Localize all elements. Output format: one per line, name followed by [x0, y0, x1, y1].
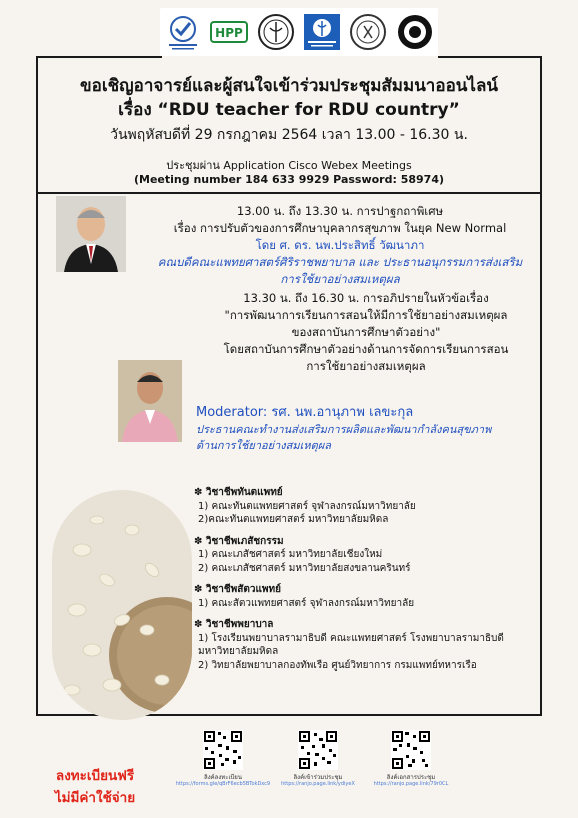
moderator-role: ประธานคณะทำงานส่งเสริมการผลิตและพัฒนากำลังคนสุขภาพ: [196, 423, 492, 436]
session1: [140, 203, 540, 288]
free-line1: ลงทะเบียนฟรี: [55, 768, 135, 784]
list-item: 1) โรงเรียนพยาบาลรามาธิบดี คณะแพทยศาสตร์ โรงพยาบาลรามาธิบดี: [198, 632, 504, 644]
session1-role-cont: การใช้ยาอย่างสมเหตุผล: [280, 272, 400, 286]
moderator-name: Moderator: รศ. นพ.อานุภาพ เลขะกุล: [196, 405, 414, 420]
list-item: 1) คณะสัตวแพทยศาสตร์ จุฬาลงกรณ์มหาวิทยาลัย: [198, 597, 415, 609]
hpp-logo: [209, 12, 249, 52]
seal-logo-3: [395, 12, 435, 52]
qr-label-registration: ลิงค์ลงทะเบียน: [204, 774, 242, 781]
session1-role: คณบดีคณะแพทยศาสตร์ศิริราชพยาบาล และ ประธานอนุกรรมการส่งเสริม: [157, 255, 523, 269]
session1-time: 13.00 น. ถึง 13.30 น. การปาฐกถาพิเศษ: [236, 204, 444, 218]
qr-link-meeting-documents[interactable]: https://ranjo.page.link/79r0CL: [373, 781, 449, 787]
profession-heading: ✽ วิชาชีพเภสัชกรรม: [194, 535, 284, 547]
session2-topic: "การพัฒนาการเรียนการสอนให้มีการใช้ยาอย่างสมเหตุผล: [224, 308, 508, 322]
qr-code-meeting-documents[interactable]: [391, 730, 431, 770]
moderator-block: [196, 404, 536, 454]
moderator-photo: [118, 360, 182, 442]
list-item: มหาวิทยาลัยมหิดล: [198, 646, 279, 657]
speaker1-photo: [56, 196, 126, 272]
page-title: ขอเชิญอาจารย์และผู้สนใจเข้าร่วมประชุมสัมมนาออนไลน์: [80, 76, 498, 96]
pharmacy-council-logo: [302, 12, 342, 52]
session2-time: 13.30 น. ถึง 16.30 น. การอภิปรายในหัวข้อเรื่อง: [243, 291, 489, 305]
list-item: 2) คณะเภสัชศาสตร์ มหาวิทยาลัยสงขลานครินทร์: [198, 562, 411, 574]
qr-link-registration[interactable]: https://forms.gle/qBrF6ecb5BTokDxc9: [175, 781, 271, 787]
list-item: 2)คณะทันตแพทยศาสตร์ มหาวิทยาลัยมหิดล: [198, 514, 389, 525]
svg-text:HPP: HPP: [215, 26, 244, 40]
qr-link-join-meeting[interactable]: https://ranjo.page.link/ydiyeX: [281, 781, 355, 787]
profession-heading: ✽ วิชาชีพพยาบาล: [194, 619, 274, 630]
session2-topic-cont: ของสถาบันการศึกษาตัวอย่าง": [291, 325, 441, 339]
qr-code-join-meeting[interactable]: [298, 730, 338, 770]
fda-logo: [163, 12, 203, 52]
list-item: 1) คณะเภสัชศาสตร์ มหาวิทยาลัยเชียงใหม่: [198, 549, 383, 560]
qr-code-registration[interactable]: [203, 730, 243, 770]
session1-speaker: โดย ศ. ดร. นพ.ประสิทธิ์ วัฒนาภา: [255, 238, 425, 252]
moderator-role-cont: ด้านการใช้ยาอย่างสมเหตุผล: [196, 439, 331, 452]
participants-list: [194, 486, 538, 672]
qr-label-join-meeting: ลิงค์เข้าร่วมประชุม: [293, 774, 343, 781]
profession-heading: ✽ วิชาชีพทันตแพทย์: [194, 487, 283, 498]
seal-logo-1: [256, 12, 296, 52]
session2-by: โดยสถาบันการศึกษาตัวอย่างด้านการจัดการเรียนการสอน: [223, 342, 509, 356]
list-item: 2) วิทยาลัยพยาบาลกองทัพเรือ ศูนย์วิทยาการ กรมแพทย์ทหารเรือ: [198, 659, 477, 671]
event-date: วันพฤหัสบดีที่ 29 กรกฎาคม 2564 เวลา 13.00 - 16.30 น.: [110, 127, 468, 143]
qr-label-meeting-documents: ลิงค์เอกสารประชุม: [386, 774, 436, 781]
profession-heading: ✽ วิชาชีพสัตวแพทย์: [194, 584, 281, 595]
meeting-platform: ประชุมผ่าน Application Cisco Webex Meetings: [166, 159, 412, 172]
session2: [196, 290, 536, 375]
capsules-image: [52, 490, 192, 720]
section-divider: [36, 192, 542, 194]
session1-topic: เรื่อง การปรับตัวของการศึกษาบุคลากรสุขภาพ ในยุค New Normal: [173, 221, 507, 235]
free-line2: ไม่มีค่าใช้จ่าย: [54, 790, 136, 806]
list-item: 1) คณะทันตแพทยศาสตร์ จุฬาลงกรณ์มหาวิทยาลัย: [198, 500, 416, 512]
seal-logo-2: [348, 12, 388, 52]
session2-by-cont: การใช้ยาอย่างสมเหตุผล: [306, 359, 426, 373]
logo-bar: [160, 8, 438, 56]
meeting-info: (Meeting number 184 633 9929 Password: 58974): [133, 173, 445, 186]
page-subtitle: เรื่อง “RDU teacher for RDU country”: [118, 100, 460, 120]
free-registration-notice: [40, 765, 150, 809]
